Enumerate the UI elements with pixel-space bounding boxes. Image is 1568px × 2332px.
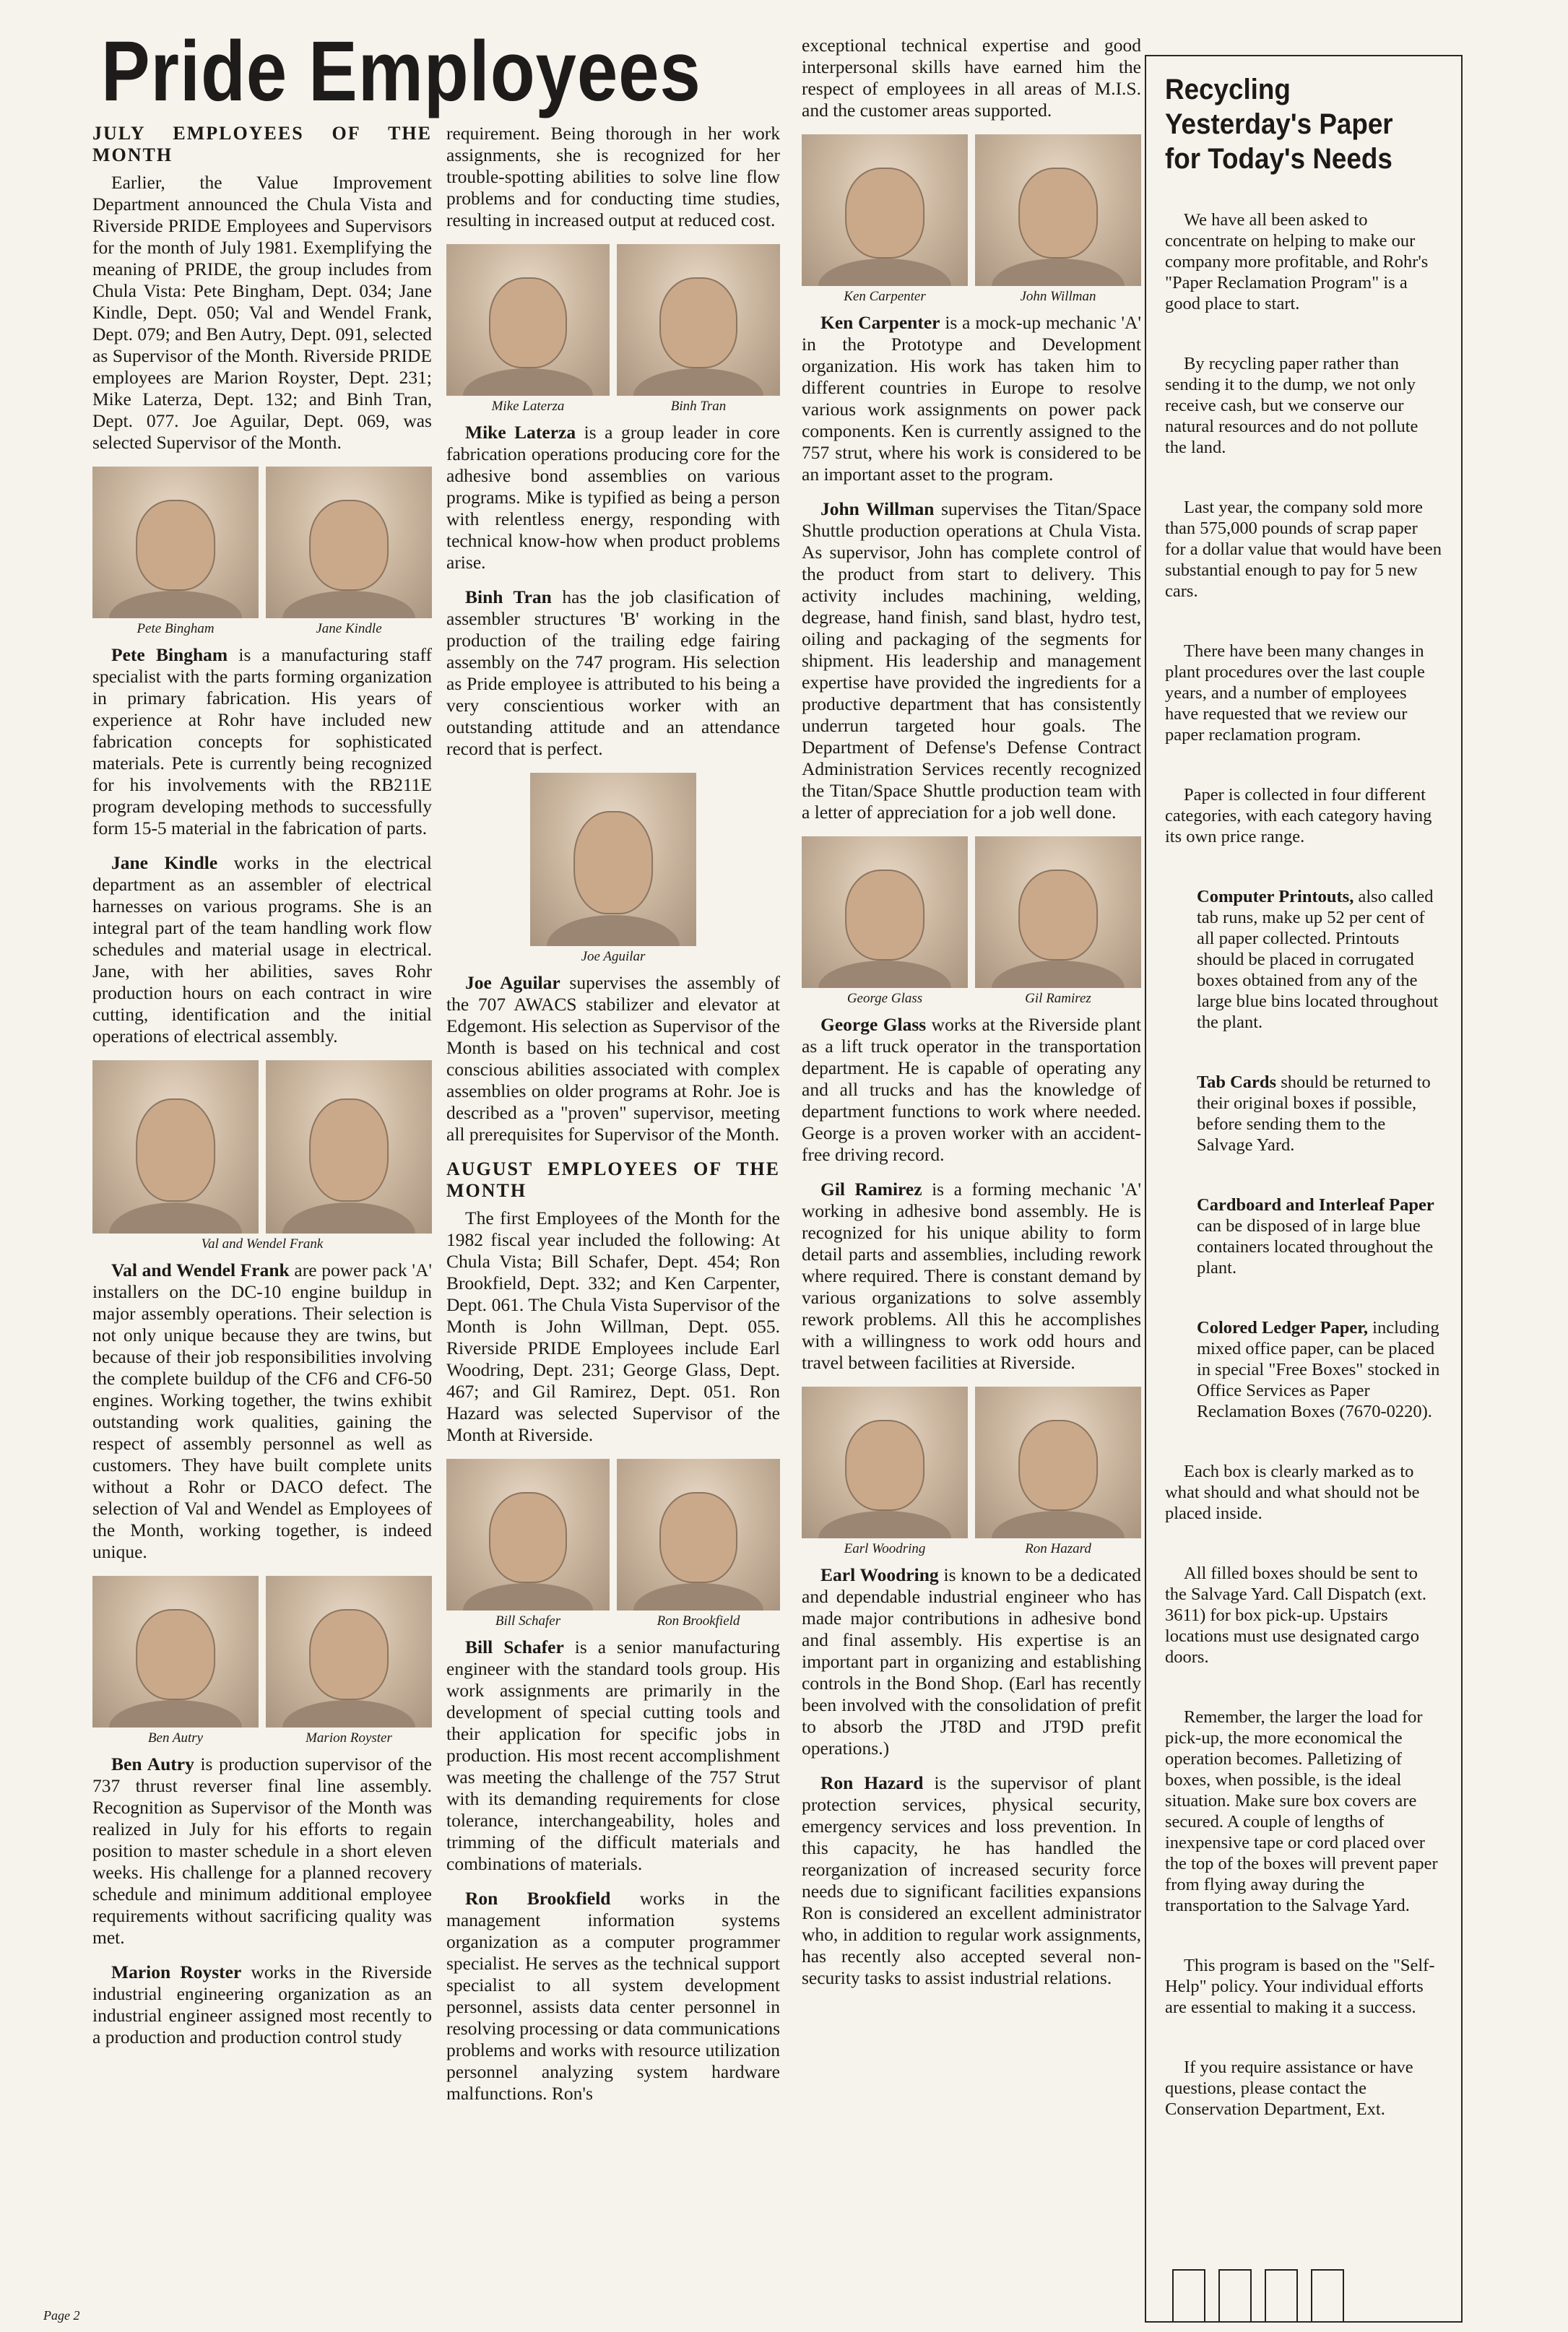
- sidebar-p1: We have all been asked to concentrate on helping to make our company more profitable, and Rohr's "Paper Reclamation Program" is a good place to start.: [1165, 210, 1429, 313]
- photo-row-schafer-brookfield: [446, 1459, 780, 1611]
- photo-john-willman: [975, 134, 1141, 286]
- caption-john-willman: John Willman: [1020, 289, 1096, 304]
- caption-bill-schafer: Bill Schafer: [495, 1613, 561, 1629]
- july-heading: JULY EMPLOYEES OF THE MONTH: [92, 123, 432, 165]
- bio-jane-kindle: Jane Kindle works in the electrical department as an assembler of electrical harnesses on various programs. She is an integral part of the team handling work flow schedules and material usage in electrical. Jane, with her abilities, saves Rohr production hours on each contract in wire cutting, identification and the initial operations of electrical assembly.: [92, 852, 432, 1046]
- sidebar-category-ledger-paper: Colored Ledger Paper, including mixed office paper, can be placed in special "Free Boxes" stocked in Office Services as Paper Reclamation Boxes (7670-0220).: [1197, 1318, 1440, 1421]
- sidebar-p4: There have been many changes in plant procedures over the last couple years, and a number of employees have requested that we review our paper reclamation program.: [1165, 641, 1425, 745]
- bio-ron-brookfield: Ron Brookfield works in the management information systems organization as a computer programmer specialist. He serves as the technical support specialist to all system development personnel, assists data center personnel in resolving processing or data communications problems and works with resource utilization personnel analyzing system hardware malfunctions. Ron's: [446, 1888, 780, 2104]
- bio-mike-laterza: Mike Laterza is a group leader in core fabrication operations producing core for the adhesive bond assemblies on various programs. Mike is typified as being a person with relentless energy, responding with technical know-how when product problems arise.: [446, 422, 781, 573]
- column-1: [92, 123, 432, 2061]
- photo-george-glass: [802, 836, 968, 988]
- caption-pete-bingham: Pete Bingham: [137, 621, 215, 636]
- bio-marion-royster: Marion Royster works in the Riverside industrial engineering organization as an industrial engineer assigned most recently to a production and production control study: [92, 1962, 432, 2047]
- caption-ron-brookfield: Ron Brookfield: [657, 1613, 740, 1629]
- page-number: Page 2: [43, 2308, 80, 2323]
- caption-joe-aguilar: Joe Aguilar: [581, 949, 646, 964]
- photo-jane-kindle: [266, 467, 432, 618]
- photo-gil-ramirez: [975, 836, 1141, 988]
- bio-john-willman: John Willman supervises the Titan/Space Shuttle production operations at Chula Vista. As supervisor, John has complete control of the product from start to delivery. This activity includes machining, welding, degrease, hand finish, sand blast, hydro test, oiling and packaging of the segments for shipment. His leadership and management expertise have provided the ingredients for a productive department that has consistently underrun targeted hour goals. The Department of Defense's Defense Contract Administration Services recently recognized the Titan/Space Shuttle production team with a letter of appreciation for a job well done.: [802, 498, 1141, 823]
- august-intro: The first Employees of the Month for the 1982 fiscal year included the following: At Chula Vista; Bill Schafer, Dept. 454; Ron Brookfield, Dept. 332; and Ken Carpenter, Dept. 061. The Chula Vista Supervisor of the Month is John Willman, Dept. 055. Riverside PRIDE Employees include Earl Woodring, Dept. 231; George Glass, Dept. 467; and Gil Ramirez, Dept. 051. Ron Hazard was selected Supervisor of the Month at Riverside.: [446, 1208, 780, 1445]
- sidebar-p5: Paper is collected in four different categories, with each category having its own price range.: [1165, 785, 1432, 846]
- photo-row-bingham-kindle: [92, 467, 432, 618]
- photo-row-autry-royster: [92, 1576, 432, 1728]
- page-title: Pride Employees: [101, 24, 701, 119]
- bio-joe-aguilar: Joe Aguilar supervises the assembly of the 707 AWACS stabilizer and elevator at Edgemont. His selection as Supervisor of the Month is based on his technical and cost conscious abilities associated with complex assemblies on older programs at Rohr. Joe is described as a "proven" supervisor, meeting all prerequisites for Supervisor of the Month.: [446, 972, 781, 1145]
- caption-val-wendel-frank: Val and Wendel Frank: [201, 1236, 324, 1252]
- photo-ron-brookfield: [617, 1459, 780, 1611]
- photo-joe-aguilar: [530, 773, 696, 946]
- bio-george-glass: George Glass works at the Riverside plant as a lift truck operator in the transportation department. He is capable of operating any and all trucks and has the knowledge of department functions to work where needed. George is a proven worker with an accident-free driving record.: [802, 1014, 1142, 1165]
- caption-earl-woodring: Earl Woodring: [844, 1541, 926, 1556]
- sidebar-p10: If you require assistance or have questions, please contact the Conservation Department, Ext.: [1165, 2058, 1413, 2119]
- caption-ken-carpenter: Ken Carpenter: [844, 289, 926, 304]
- photo-row-carpenter-willman: [802, 134, 1141, 286]
- sidebar-p9: This program is based on the "Self-Help" policy. Your individual efforts are essential to making it a success.: [1165, 1956, 1435, 2017]
- sidebar-category-printouts: Computer Printouts, also called tab runs, make up 52 per cent of all paper collected. Printouts should be placed in corrugated boxes obtained from any of the large blue bins located throughout the plant.: [1197, 887, 1439, 1032]
- photo-row-aguilar: [446, 773, 780, 946]
- bio-binh-tran: Binh Tran has the job clasification of assembler structures 'B' working in the production of the trailing edge fairing assembly on the 747 program. His selection as Pride employee is attributed to his being a very conscientious worker with an outstanding attitude and an attendance record that is perfect.: [446, 586, 780, 759]
- extension-number-boxes: [1172, 2269, 1357, 2321]
- sidebar-category-cardboard: Cardboard and Interleaf Paper can be disposed of in large blue containers located throughout the plant.: [1197, 1195, 1434, 1278]
- photo-mike-laterza: [446, 244, 610, 396]
- photo-ken-carpenter: [802, 134, 968, 286]
- photo-val-frank: [92, 1060, 259, 1234]
- photo-ben-autry: [92, 1576, 259, 1728]
- bio-ron-brookfield-cont: exceptional technical expertise and good interpersonal skills have earned him the respect of employees in all areas of M.I.S. and the customer areas supported.: [802, 35, 1141, 121]
- bio-marion-royster-cont: requirement. Being thorough in her work assignments, she is recognized for her trouble-spotting abilities to solve line flow problems and for conducting time studies, resulting in increased output at reduced cost.: [446, 123, 780, 230]
- sidebar-p3: Last year, the company sold more than 575,000 pounds of scrap paper for a dollar value that would have been substantial enough to pay for 5 new cars.: [1165, 498, 1442, 601]
- bio-ben-autry: Ben Autry is production supervisor of the 737 thrust reverser final line assembly. Recognition as Supervisor of the Month was realized in July for his efforts to regain position to master schedule in a short eleven weeks. His challenge for a planned recovery schedule and minimum additional employee requirements without sacrificing quality was met.: [92, 1754, 432, 1948]
- caption-mike-laterza: Mike Laterza: [491, 399, 565, 414]
- photo-row-glass-ramirez: [802, 836, 1141, 988]
- column-3: [802, 35, 1141, 2002]
- caption-ron-hazard: Ron Hazard: [1025, 1541, 1091, 1556]
- photo-earl-woodring: [802, 1387, 968, 1538]
- sidebar-category-tab-cards: Tab Cards should be returned to their original boxes if possible, before sending them to the Salvage Yard.: [1197, 1072, 1431, 1155]
- caption-binh-tran: Binh Tran: [670, 399, 727, 414]
- july-intro: Earlier, the Value Improvement Department announced the Chula Vista and Riverside PRIDE Employees and Supervisors for the month of July 1981. Exemplifying the meaning of PRIDE, the group includes from Chula Vista: Pete Bingham, Dept. 034; Jane Kindle, Dept. 050; Val and Wendel Frank, Dept. 079; and Ben Autry, Dept. 091, selected as Supervisor of the Month. Riverside PRIDE employees are Marion Royster, Dept. 231; Mike Laterza, Dept. 132; and Binh Tran, Dept. 077. Joe Aguilar, Dept. 069, was selected Supervisor of the Month.: [92, 172, 432, 453]
- bio-val-wendel-frank: Val and Wendel Frank are power pack 'A' installers on the DC-10 engine buildup in major assembly operations. Their selection is not only unique because they are twins, but because of their job responsibilities involving the complete buildup of the CF6 and CF6-50 engines. Working together, the twins exhibit outstanding work qualities, gaining the respect of assembly personnel as well as customers. They have built complete units without a Rohr or DACO defect. The selection of Val and Wendel as Employees of the Month, working together, is indeed unique.: [92, 1260, 433, 1562]
- photo-row-frank: [92, 1060, 432, 1234]
- caption-ben-autry: Ben Autry: [147, 1730, 204, 1746]
- bio-gil-ramirez: Gil Ramirez is a forming mechanic 'A' working in adhesive bond assembly. He is recognized for his unique ability to form detail parts and assemblies, including rework where required. There is constant demand by various organizations to solve assembly rework problems. All this he accomplishes with a willingness to work odd hours and travel between facilities at Riverside.: [802, 1179, 1141, 1373]
- sidebar-p8: Remember, the larger the load for pick-up, the more economical the operation becomes. Palletizing of boxes, when possible, is the ideal situation. Make sure box covers are secured. A couple of lengths of inexpensive tape or cord placed over the top of the boxes will prevent paper from flying away during the transportation to the Salvage Yard.: [1165, 1707, 1438, 1915]
- photo-ron-hazard: [975, 1387, 1141, 1538]
- sidebar-p2: By recycling paper rather than sending it to the dump, we not only receive cash, but we conserve our natural resources and do not pollute the land.: [1165, 354, 1418, 457]
- bio-pete-bingham: Pete Bingham is a manufacturing staff specialist with the parts forming organization in primary fabrication. His years of experience at Rohr have included new fabrication concepts for sophisticated materials. Pete is currently being recognized for his involvements with the RB211E program developing methods to successfully form 15-5 material in the fabrication of parts.: [92, 644, 432, 838]
- photo-row-laterza-tran: [446, 244, 780, 396]
- sidebar-p7: All filled boxes should be sent to the Salvage Yard. Call Dispatch (ext. 3611) for box pick-up. Upstairs locations must use designated cargo doors.: [1165, 1564, 1426, 1667]
- photo-marion-royster: [266, 1576, 432, 1728]
- sidebar-p6: Each box is clearly marked as to what should and what should not be placed inside.: [1165, 1462, 1420, 1523]
- recycling-sidebar: [1145, 55, 1463, 2323]
- photo-row-woodring-hazard: [802, 1387, 1141, 1538]
- photo-wendel-frank: [266, 1060, 432, 1234]
- photo-pete-bingham: [92, 467, 259, 618]
- bio-ron-hazard: Ron Hazard is the supervisor of plant protection services, physical security, emergency services and loss prevention. In this capacity, he has handled the reorganization of increased security force needs due to significant facilities expansions Ron is considered an excellent administrator who, in addition to regular work assignments, has recently also accepted several non-security tasks to assist industrial relations.: [802, 1772, 1142, 1988]
- bio-bill-schafer: Bill Schafer is a senior manufacturing engineer with the standard tools group. His work assignments are primarily in the development of special cutting tools and their application for specific jobs in production. His most recent accomplishment was meeting the challenge of the 757 Strut with its demanding requirements for close tolerance, interchangeability, holes and trimming of the difficult materials and combinations of materials.: [446, 1637, 780, 1874]
- caption-jane-kindle: Jane Kindle: [316, 621, 382, 636]
- caption-marion-royster: Marion Royster: [306, 1730, 392, 1746]
- photo-bill-schafer: [446, 1459, 610, 1611]
- sidebar-title: Recycling Yesterday's Paper for Today's Needs: [1165, 74, 1393, 175]
- column-2: [446, 123, 780, 2118]
- bio-ken-carpenter: Ken Carpenter is a mock-up mechanic 'A' in the Prototype and Development organization. His work has taken him to different countries in Europe to resolve various work assignments on power pack components. Ken is currently assigned to the 757 strut, where his work is considered to be an important asset to the program.: [802, 312, 1141, 485]
- caption-gil-ramirez: Gil Ramirez: [1025, 991, 1091, 1006]
- august-heading: AUGUST EMPLOYEES OF THE MONTH: [446, 1158, 780, 1201]
- photo-binh-tran: [617, 244, 780, 396]
- caption-george-glass: George Glass: [846, 991, 923, 1006]
- bio-earl-woodring: Earl Woodring is known to be a dedicated and dependable industrial engineer who has made major contributions in adhesive bond and final assembly. His expertise is an important part in organizing and establishing controls in the Bond Shop. (Earl has recently been involved with the consolidation of prefit to absorb the JT8D and JT9D prefit operations.): [802, 1564, 1142, 1759]
